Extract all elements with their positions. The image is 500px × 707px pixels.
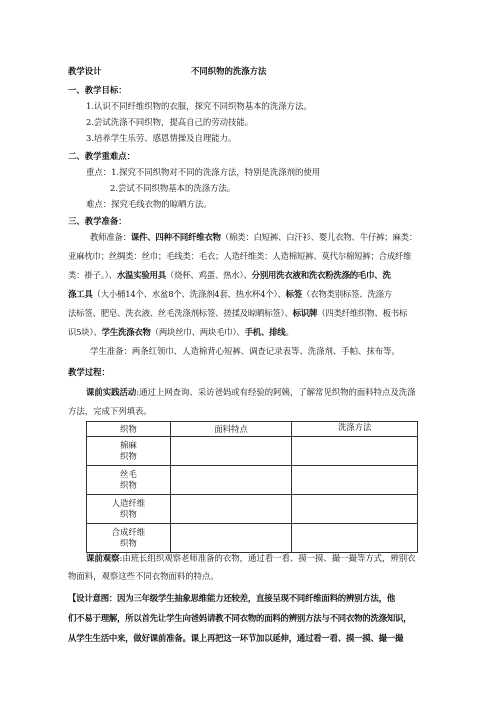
table-cell-empty[interactable] (170, 466, 292, 495)
goal-item-2: 2.尝试洗涤不同织物，提高自己的劳动技能。 (86, 117, 254, 127)
pre-activity-line-2: 方法，完成下列填表。 (68, 406, 152, 416)
goal-item-1: 1.认识不同纤维织物的衣服，探究不同织物基本的洗涤方法。 (86, 101, 312, 111)
key-point-2: 2.尝试不同织物基本的洗涤方法。 (110, 183, 236, 193)
teacher-prep-bold-4a: 涤工具 (68, 289, 93, 299)
fabric-name: 合成纤维 (111, 527, 146, 537)
table-header: 织物 (87, 422, 171, 437)
design-intent-line-2: 们不易于理解，所以首先让学生向爸妈请教不同衣物的面料的辨别方法与不同衣物的洗涤知识， (68, 613, 412, 623)
table-cell-empty[interactable] (170, 524, 292, 553)
fabric-suffix: 织物 (120, 538, 137, 548)
teacher-prep-bold-6b: 学生洗涤衣物 (101, 327, 151, 337)
observe-label: 课前观察 (86, 553, 120, 563)
table-header-row (87, 422, 418, 437)
table-cell-fabric (87, 437, 171, 466)
teacher-prep-text-1: （棉类：白短裤、白汗衫、婴儿衣物、牛仔裤；麻类： (220, 232, 418, 242)
table-cell-empty[interactable] (170, 495, 292, 524)
goal-item-3: 3.培养学生乐劳、感恩情操及自理能力。 (86, 133, 237, 143)
prep-heading: 三、教学准备： (68, 216, 127, 226)
table-cell-empty[interactable] (292, 466, 418, 495)
fabric-suffix: 织物 (120, 451, 137, 461)
keypoints-heading: 二、教学重难点： (68, 151, 135, 161)
table-row (87, 495, 418, 524)
table-cell-empty[interactable] (292, 524, 418, 553)
table-cell-fabric (87, 495, 171, 524)
table-cell-fabric (87, 466, 171, 495)
teacher-prep-line-3 (68, 270, 391, 281)
fabric-table (86, 421, 418, 553)
teacher-prep-bold-3b: 水温实验用具 (116, 270, 166, 280)
observe-line-1 (86, 553, 415, 564)
teacher-prep-text-6a: 识5块）、 (68, 327, 102, 337)
pre-activity-label: 课前实践活动 (86, 387, 137, 397)
observe-line-2: 物面料，观察这些不同衣物面料的特点。 (68, 571, 219, 581)
teacher-prep-bold-6d: 手机、排线 (244, 327, 286, 337)
teacher-prep-text-5a: 法标签、肥皂、洗衣液、丝毛洗涤剂标签、搓揉及晾晒标签）、 (68, 308, 293, 318)
table-row (87, 524, 418, 553)
table-cell-empty[interactable] (170, 437, 292, 466)
goals-heading: 一、教学目标： (68, 85, 127, 95)
table-header: 洗涤方法 (292, 422, 418, 437)
teacher-prep-line-1 (90, 232, 417, 243)
table-row (87, 437, 418, 466)
design-intent-line-1: 【设计意图：因为三年级学生抽象思维能力还较差，直接呈现不同纤维面料的辨别方法，他 (68, 593, 395, 603)
fabric-name: 丝毛 (120, 469, 137, 479)
key-label: 重点： (86, 167, 112, 177)
fabric-name: 人造纤维 (111, 498, 146, 508)
page-title: 不同织物的洗涤方法 (191, 66, 267, 76)
table-row (87, 466, 418, 495)
table-cell-empty[interactable] (292, 495, 418, 524)
teacher-prep-bold-3d: 分别用洗衣液和洗衣粉洗涤的毛巾、洗 (251, 270, 391, 280)
teacher-prep-text-3c: （烧杯、鸡蛋、热水）、 (165, 270, 252, 280)
pre-activity-line-1 (86, 387, 415, 398)
student-prep: 学生准备：两条红领巾、人造棉背心短裤、调查记录表等、洗涤剂、手帕、抹布等。 (90, 346, 400, 356)
difficult-point: 难点：探究毛线衣物的晾晒方法。 (86, 199, 212, 209)
process-heading: 教学过程： (68, 367, 110, 377)
table-cell-empty[interactable] (292, 437, 418, 466)
fabric-suffix: 织物 (120, 509, 137, 519)
teacher-prep-text-6c: （两块丝巾、两块毛巾）、 (150, 327, 245, 337)
teacher-prep-line-2 (68, 251, 411, 262)
teacher-prep-label: 教师准备： (90, 232, 131, 242)
pre-activity-text-1: :通过上网查询、采访爸妈或有经验的阿姨，了解常见织物的面料特点及洗涤 (136, 387, 416, 397)
teacher-prep-text-4c: （大小桶14个、水盆8个、洗涤剂4套、热水杯4个）、 (92, 289, 286, 299)
fabric-suffix: 织物 (120, 480, 137, 490)
teacher-prep-bold-5b: 标识牌 (292, 308, 318, 318)
teacher-prep-text-4e: （衣物类别标签、洗涤方 (302, 289, 392, 299)
table-header: 面料特点 (170, 422, 292, 437)
teacher-prep-bold-1: 课件、四种不同纤维衣物 (130, 232, 221, 242)
teacher-prep-bold-4d: 标签 (285, 289, 303, 299)
teacher-prep-text-2: 亚麻枕巾；丝绸类：丝巾；毛线类：毛衣；人造纤维类：人造棉短裤、莫代尔棉短裤；合成纤维 (68, 251, 412, 261)
teacher-prep-line-4 (68, 289, 392, 300)
design-intent-line-3: 从学生生活中来，做好课前准备。课上再把这一环节加以延伸，通过看一看、摸一摸、撮一撮 (68, 633, 404, 643)
teacher-prep-text-3a: 类：褂子。）、 (68, 270, 117, 280)
table-cell-fabric (87, 524, 171, 553)
key-point-line-1 (86, 167, 320, 178)
key-point-1: 1.探究不同织物对不同的洗涤方法，特别是洗涤剂的使用 (111, 167, 321, 177)
doc-type-label: 教学设计 (68, 66, 102, 76)
teacher-prep-line-5 (68, 308, 407, 319)
teacher-prep-line-6 (68, 327, 294, 338)
teacher-prep-text-5c: （四类纤维织物、板书标 (317, 308, 408, 318)
teacher-prep-text-6e: 。 (285, 327, 294, 337)
fabric-name: 棉麻 (120, 440, 137, 450)
observe-text-1: :由班长组织观察老师准备的衣物，通过看一看、摸一摸、撮一撮等方式，辨别衣 (119, 553, 416, 563)
